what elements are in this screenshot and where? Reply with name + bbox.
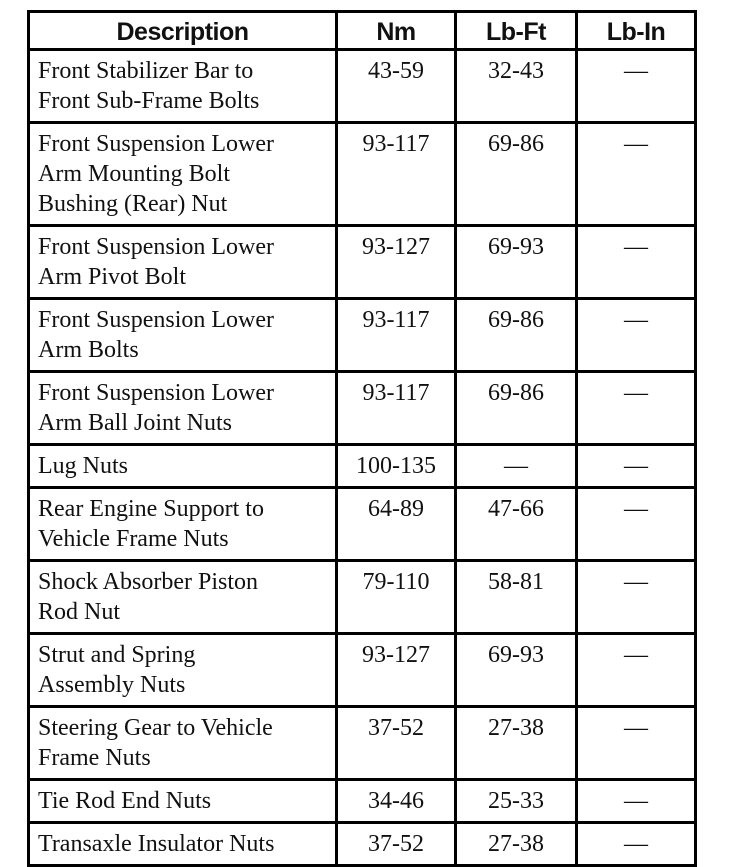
description-line: Arm Bolts [38,337,139,363]
cell-nm: 93-117 [337,372,456,445]
description-line: Front Suspension Lower [38,234,274,260]
description-line: Frame Nuts [38,745,151,771]
cell-lb-ft: 69-93 [456,226,577,299]
table-row [29,445,696,488]
table-row [29,50,696,123]
header-description: Description [29,12,337,50]
header-nm: Nm [337,12,456,50]
cell-lb-ft: 58-81 [456,561,577,634]
description-line: Arm Ball Joint Nuts [38,410,233,436]
table-row [29,226,696,299]
cell-description [29,780,337,823]
description-line: Front Stabilizer Bar to [38,58,254,84]
table-row [29,372,696,445]
cell-nm: 37-52 [337,707,456,780]
description-line: Bushing (Rear) Nut [38,191,228,217]
cell-nm: 79-110 [337,561,456,634]
description-line: Arm Pivot Bolt [38,264,187,290]
description-line: Lug Nuts [38,453,128,479]
description-line: Front Suspension Lower [38,131,274,157]
description-line: Rear Engine Support to [38,496,264,522]
description-line: Vehicle Frame Nuts [38,526,229,552]
cell-nm: 37-52 [337,823,456,866]
cell-lb-in: — [577,445,696,488]
table-header [29,12,696,50]
header-row [29,12,696,50]
cell-description [29,561,337,634]
description-line: Strut and Spring [38,642,196,668]
cell-nm: 93-127 [337,634,456,707]
description-line: Rod Nut [38,599,121,625]
cell-lb-ft: 47-66 [456,488,577,561]
description-line: Front Sub-Frame Bolts [38,88,260,114]
cell-lb-ft: 27-38 [456,707,577,780]
cell-lb-in: — [577,634,696,707]
cell-lb-in: — [577,372,696,445]
cell-lb-in: — [577,488,696,561]
cell-lb-in: — [577,707,696,780]
table-row [29,123,696,226]
cell-lb-in: — [577,226,696,299]
cell-lb-in: — [577,780,696,823]
cell-nm: 93-117 [337,123,456,226]
description-line: Transaxle Insulator Nuts [38,831,275,857]
cell-nm: 100-135 [337,445,456,488]
cell-lb-ft: 25-33 [456,780,577,823]
table-row [29,823,696,866]
table-row [29,561,696,634]
description-line: Front Suspension Lower [38,307,274,333]
cell-nm: 93-127 [337,226,456,299]
cell-nm: 43-59 [337,50,456,123]
description-line: Tie Rod End Nuts [38,788,212,814]
cell-lb-ft: 69-93 [456,634,577,707]
cell-description [29,226,337,299]
table-row [29,488,696,561]
cell-nm: 34-46 [337,780,456,823]
cell-description [29,823,337,866]
cell-lb-in: — [577,299,696,372]
cell-description [29,445,337,488]
cell-lb-ft: 69-86 [456,123,577,226]
cell-lb-in: — [577,561,696,634]
table-row [29,780,696,823]
description-line: Steering Gear to Vehicle [38,715,273,741]
table-row [29,299,696,372]
torque-spec-table [27,10,697,867]
cell-description [29,372,337,445]
cell-lb-ft: 32-43 [456,50,577,123]
cell-nm: 93-117 [337,299,456,372]
cell-lb-ft: 69-86 [456,372,577,445]
cell-lb-in: — [577,50,696,123]
table-body [29,50,696,866]
cell-lb-ft: — [456,445,577,488]
cell-description [29,634,337,707]
table-row [29,707,696,780]
description-line: Front Suspension Lower [38,380,274,406]
cell-lb-in: — [577,123,696,226]
table-row [29,634,696,707]
header-lb-in: Lb-In [577,12,696,50]
header-lb-ft: Lb-Ft [456,12,577,50]
cell-description [29,488,337,561]
cell-description [29,707,337,780]
cell-nm: 64-89 [337,488,456,561]
cell-lb-ft: 27-38 [456,823,577,866]
description-line: Arm Mounting Bolt [38,161,231,187]
cell-description [29,123,337,226]
cell-description [29,50,337,123]
cell-description [29,299,337,372]
cell-lb-in: — [577,823,696,866]
cell-lb-ft: 69-86 [456,299,577,372]
description-line: Assembly Nuts [38,672,186,698]
description-line: Shock Absorber Piston [38,569,259,595]
